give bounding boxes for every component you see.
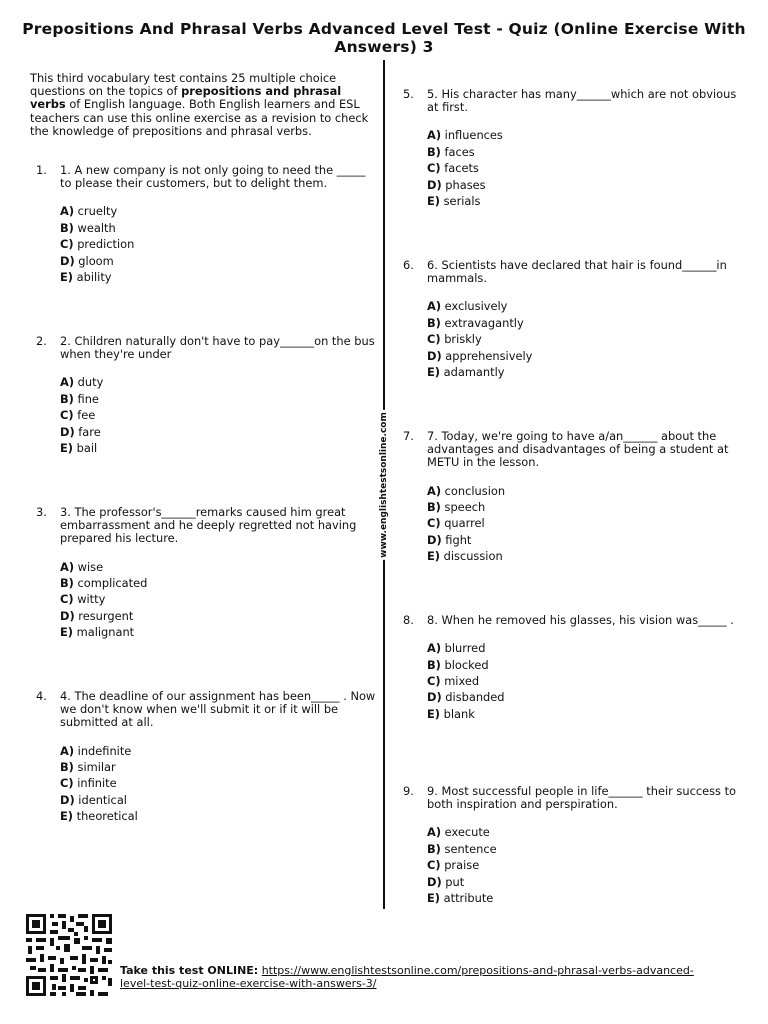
option-text: influences: [444, 128, 503, 143]
option-letter: A): [427, 641, 442, 656]
qr-code-icon: [24, 912, 114, 998]
option-letter: A): [60, 559, 75, 574]
option-text: wealth: [77, 220, 116, 235]
option-letter: D): [427, 690, 442, 705]
option-e[interactable]: [427, 193, 737, 209]
option-text: faces: [444, 144, 475, 159]
option-letter: C): [60, 237, 74, 252]
option-c[interactable]: [60, 775, 378, 791]
option-text: apprehensively: [445, 348, 533, 363]
option-text: exclusively: [444, 299, 508, 314]
option-letter: D): [60, 424, 75, 439]
option-d[interactable]: [60, 608, 378, 624]
option-text: bail: [76, 440, 98, 455]
option-a[interactable]: [60, 743, 378, 759]
option-a[interactable]: [60, 374, 378, 390]
option-letter: C): [60, 776, 74, 791]
option-letter: C): [427, 858, 441, 873]
test-online-link[interactable]: https://www.englishtestsonline.com/prepositions-and-phrasal-verbs-advanced-level-test-quiz-online-exercise-with-answers-3/: [120, 964, 694, 990]
option-letter: E): [60, 809, 73, 824]
option-letter: D): [427, 532, 442, 547]
intro-text-2: of English language. Both English learners and ESL teachers can use this online exercise as a revision to check the knowledge of prepositions and phrasal verbs.: [30, 97, 369, 138]
option-letter: E): [427, 706, 440, 721]
question-number: 9.: [403, 784, 414, 798]
option-b[interactable]: [427, 499, 737, 515]
option-a[interactable]: [427, 298, 737, 314]
option-letter: B): [60, 391, 74, 406]
option-text: discussion: [443, 549, 503, 564]
option-d[interactable]: [427, 532, 737, 548]
option-letter: D): [427, 874, 442, 889]
option-e[interactable]: [60, 269, 378, 285]
options-list: [427, 127, 737, 209]
option-letter: A): [427, 299, 442, 314]
option-text: ability: [76, 269, 112, 284]
option-text: infinite: [77, 776, 117, 791]
option-letter: C): [427, 161, 441, 176]
option-letter: E): [427, 549, 440, 564]
option-c[interactable]: [427, 160, 737, 176]
option-text: fight: [445, 532, 472, 547]
option-letter: B): [427, 657, 441, 672]
option-letter: A): [60, 375, 75, 390]
option-c[interactable]: [427, 331, 737, 347]
option-c[interactable]: [60, 591, 378, 607]
option-d[interactable]: [427, 689, 737, 705]
option-letter: A): [427, 825, 442, 840]
question-number: 7.: [403, 429, 414, 443]
option-letter: C): [427, 332, 441, 347]
option-a[interactable]: [427, 824, 737, 840]
footer-label: Take this test ONLINE:: [120, 964, 259, 977]
option-e[interactable]: [60, 808, 378, 824]
option-d[interactable]: [427, 177, 737, 193]
option-e[interactable]: [60, 624, 378, 640]
option-e[interactable]: [60, 440, 378, 456]
option-text: malignant: [76, 625, 135, 640]
option-text: resurgent: [78, 608, 134, 623]
option-letter: A): [427, 128, 442, 143]
option-letter: E): [60, 269, 73, 284]
option-letter: D): [427, 348, 442, 363]
option-d[interactable]: [427, 348, 737, 364]
option-c[interactable]: [60, 236, 378, 252]
question-text: 7. Today, we're going to have a/an______ about the advantages and disadvantages of being a student at METU in the lesson.: [427, 429, 729, 470]
option-letter: B): [60, 576, 74, 590]
option-b[interactable]: [60, 391, 378, 407]
option-d[interactable]: [427, 874, 737, 890]
option-letter: E): [427, 890, 440, 905]
option-letter: E): [427, 364, 440, 379]
options-list: [427, 640, 737, 722]
options-list: [60, 203, 378, 285]
option-a[interactable]: [60, 203, 378, 219]
option-c[interactable]: [427, 673, 737, 689]
question-text: 6. Scientists have declared that hair is found______in mammals.: [427, 258, 727, 286]
option-text: blocked: [444, 657, 489, 672]
option-text: gloom: [78, 253, 114, 268]
option-text: duty: [77, 375, 104, 390]
option-text: sentence: [444, 841, 497, 856]
option-text: extravagantly: [444, 315, 524, 330]
option-b[interactable]: [60, 575, 378, 591]
option-text: briskly: [444, 332, 482, 347]
option-letter: B): [427, 144, 441, 159]
options-list: [60, 559, 378, 641]
option-text: attribute: [443, 890, 494, 905]
option-text: identical: [78, 792, 127, 807]
option-b[interactable]: [60, 220, 378, 236]
option-text: put: [445, 874, 465, 889]
option-text: conclusion: [444, 483, 506, 498]
question-number: 8.: [403, 613, 414, 627]
option-letter: B): [427, 500, 441, 514]
side-watermark-text: www.englishtestsonline.com: [379, 412, 389, 558]
option-b[interactable]: [427, 657, 737, 673]
option-letter: B): [427, 315, 441, 330]
intro-bold-text: prepositions and phrasal verbs: [30, 84, 342, 112]
question-number: 5.: [403, 87, 414, 101]
option-c[interactable]: [427, 515, 737, 531]
intro-text-1: This third vocabulary test contains 25 multiple choice questions on the topics of: [30, 71, 337, 99]
option-text: facets: [444, 161, 479, 176]
option-letter: B): [60, 220, 74, 235]
option-text: disbanded: [445, 690, 505, 705]
option-letter: C): [427, 673, 441, 688]
option-letter: A): [60, 743, 75, 758]
question-text: 2. Children naturally don't have to pay______on the bus when they're under: [60, 334, 375, 362]
question-text: 1. A new company is not only going to need the _____ to please their customers, but to delight them.: [60, 163, 366, 191]
option-e[interactable]: [427, 706, 737, 722]
question-number: 4.: [36, 689, 47, 703]
question-4: [30, 690, 378, 825]
option-e[interactable]: [427, 364, 737, 380]
option-text: theoretical: [76, 809, 138, 824]
option-b[interactable]: [60, 759, 378, 775]
question-7: [397, 430, 737, 565]
question-8: [397, 614, 737, 722]
option-text: blurred: [444, 641, 486, 656]
option-text: fare: [78, 424, 101, 439]
option-text: phases: [445, 177, 486, 192]
options-list: [60, 743, 378, 825]
option-letter: A): [60, 204, 75, 219]
option-text: serials: [443, 193, 481, 208]
option-text: mixed: [444, 673, 480, 688]
question-text: 8. When he removed his glasses, his vision was_____ .: [427, 613, 734, 627]
option-text: quarrel: [444, 516, 485, 531]
options-list: [427, 298, 737, 380]
option-a[interactable]: [60, 559, 378, 575]
footer: [120, 964, 720, 990]
option-letter: D): [427, 177, 442, 192]
question-number: 6.: [403, 258, 414, 272]
question-2: [30, 335, 378, 456]
option-d[interactable]: [60, 253, 378, 269]
question-text: 3. The professor's______remarks caused him great embarrassment and he deeply regretted not having prepared his lecture.: [60, 505, 357, 546]
option-text: prediction: [77, 237, 135, 252]
option-a[interactable]: [427, 640, 737, 656]
question-9: [397, 785, 737, 906]
option-b[interactable]: [427, 144, 737, 160]
question-text: 4. The deadline of our assignment has been_____ . Now we don't know when we'll submit it or if it will be submitted at all.: [60, 689, 376, 730]
option-text: indefinite: [77, 743, 132, 758]
option-letter: E): [60, 625, 73, 640]
option-letter: B): [427, 841, 441, 856]
option-letter: C): [60, 592, 74, 607]
options-list: [60, 374, 378, 456]
option-letter: A): [427, 483, 442, 498]
option-d[interactable]: [60, 424, 378, 440]
question-text: 5. His character has many______which are not obvious at first.: [427, 87, 737, 115]
option-letter: E): [60, 440, 73, 455]
intro-paragraph: [30, 72, 380, 138]
option-b[interactable]: [427, 315, 737, 331]
options-list: [427, 483, 737, 565]
question-5: [397, 88, 737, 209]
option-letter: D): [60, 608, 75, 623]
option-text: complicated: [77, 576, 148, 590]
question-text: 9. Most successful people in life______ their success to both inspiration and perspiration.: [427, 784, 737, 812]
option-text: witty: [77, 592, 106, 607]
option-text: execute: [444, 825, 490, 840]
option-e[interactable]: [427, 548, 737, 564]
option-text: fine: [77, 391, 99, 406]
option-c[interactable]: [60, 407, 378, 423]
option-b[interactable]: [427, 841, 737, 857]
option-c[interactable]: [427, 857, 737, 873]
option-letter: C): [427, 516, 441, 531]
qr-code-graphic: [24, 912, 114, 998]
question-number: 2.: [36, 334, 47, 348]
option-text: adamantly: [443, 364, 505, 379]
option-letter: E): [427, 193, 440, 208]
option-letter: B): [60, 760, 74, 774]
option-text: cruelty: [77, 204, 118, 219]
option-letter: D): [60, 792, 75, 807]
option-text: wise: [77, 559, 104, 574]
option-d[interactable]: [60, 792, 378, 808]
option-letter: C): [60, 408, 74, 423]
question-3: [30, 506, 378, 641]
option-text: fee: [77, 408, 96, 423]
option-text: praise: [444, 858, 480, 873]
question-number: 3.: [36, 505, 47, 519]
question-6: [397, 259, 737, 380]
page-title: Prepositions And Phrasal Verbs Advanced Level Test - Quiz (Online Exercise With Answers) 3: [22, 20, 746, 56]
option-letter: D): [60, 253, 75, 268]
option-a[interactable]: [427, 483, 737, 499]
option-e[interactable]: [427, 890, 737, 906]
option-text: speech: [444, 500, 486, 514]
options-list: [427, 824, 737, 906]
question-number: 1.: [36, 163, 47, 177]
option-text: similar: [77, 760, 116, 774]
option-a[interactable]: [427, 127, 737, 143]
question-1: [30, 164, 378, 285]
option-text: blank: [443, 706, 475, 721]
